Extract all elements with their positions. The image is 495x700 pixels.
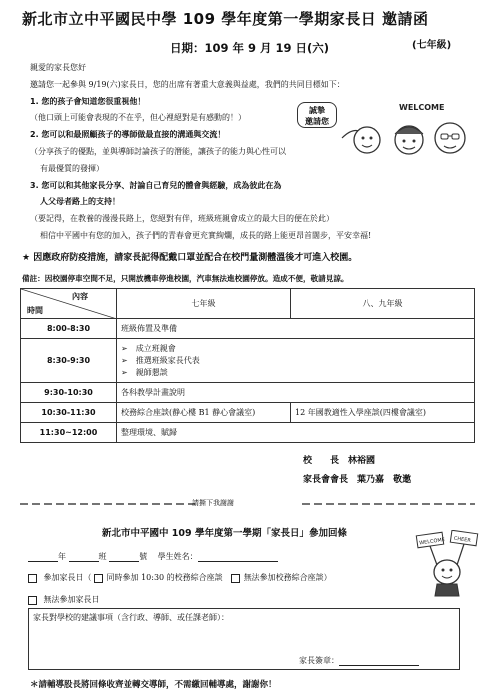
agenda-item-text: 推選班級家長代表 [135,355,200,365]
cut-line [20,498,475,510]
parent-signature-row [299,655,419,666]
reply-footer-note: ＊請輔導股長將回條收齊並轉交導師，不需繳回輔導處，謝謝你！ [30,680,277,690]
no-forum-checkbox[interactable] [231,574,240,583]
parking-note: 備註：因校園停車空間不足，只開放機車停進校園，汽車無法進校園停放。造成不便，敬請見諒。 [22,274,349,283]
attend-option-row [28,572,332,583]
goal-1-desc: （他口頭上可能會表現的不在乎，但心裡絕對是有感動的！） [30,113,246,122]
grade89-activity-cell: 12 年國教適性入學座談(四樓會議室) [291,403,475,423]
principal-signature [303,456,375,467]
closing-word: 敬邀 [393,475,412,485]
absent-label: 無法參加家長日 [43,595,100,604]
goal-1-title: 1. 您的孩子會知道您很重視他！ [30,97,146,106]
event-date: 日期：109 年 9 月 19 日(六) [170,41,330,55]
activity-cell: 各科教學計畫說明 [117,383,475,403]
time-cell: 8:00-8:30 [21,319,117,339]
student-name-field[interactable] [198,553,278,562]
corner-content-label: 內容 [72,292,88,301]
committee-title: 家長會會長 [303,475,349,485]
grade-label: (七年級) [412,40,452,51]
grade7-activity-cell: 校務綜合座談(静心樓 B1 静心會議室) [117,403,291,423]
student-info-row [28,551,278,562]
goal-2-title: 2. 您可以和最照顧孩子的導師做最直接的溝通與交流！ [30,130,226,139]
agenda-item-text: 成立班親會 [135,343,176,353]
page-title: 新北市立中平國民中學 109 學年度第一學期家長日 邀請函 [22,10,429,28]
absent-checkbox[interactable] [28,596,37,605]
activity-cell: 整理環境、賦歸 [117,423,475,443]
corner-time-label: 時間 [27,306,43,315]
no-forum-label: 無法參加校務綜合座談） [243,573,332,582]
committee-name: 葉乃嘉 [357,475,385,485]
invite-speech-bubble [297,102,337,128]
greeting: 親愛的家長您好 [30,63,86,72]
bubble-line-1: 誠摯 [309,106,325,115]
schedule-row [21,383,475,403]
suggestion-box[interactable] [28,608,460,670]
family-welcome-illustration [337,98,487,158]
goal-2-desc-1: （分享孩子的優點，並與導師討論孩子的潛能，讓孩子的能力與心性可以 [30,147,286,156]
schedule-row [21,339,475,383]
principal-title: 校 長 [303,456,340,466]
class-label: 班 [98,552,107,561]
year-field[interactable] [28,553,58,562]
goal-3-title-2: 人父母者路上的支持！ [40,197,120,206]
student-name-label: 學生姓名： [157,552,198,561]
parent-signature-field[interactable] [339,657,419,666]
time-cell: 8:30-9:30 [21,339,117,383]
attend-label: 參加家長日（ [43,573,92,582]
schedule-row [21,403,475,423]
cheering-mascot-illustration [415,530,480,600]
schedule-corner-cell [21,289,117,319]
number-label: 號 [139,552,148,561]
activity-cell [117,339,475,383]
suggestion-label: 家長對學校的建議事項（含行政、導師、或任課老師）： [33,613,229,622]
number-field[interactable] [109,553,139,562]
committee-signature [303,475,411,486]
time-cell: 11:30~12:00 [21,423,117,443]
year-label: 年 [58,552,66,561]
epidemic-notice: ★ 因應政府防疫措施，請家長記得配戴口罩並配合在校門量測體溫後才可進入校園。 [22,253,358,263]
agenda-item-text: 親師懇談 [135,367,168,377]
schedule-table [20,288,475,443]
activity-cell: 班級佈置及準備 [117,319,475,339]
absent-option-row [28,594,100,605]
goal-2-desc-2: 有最優質的發揮） [40,164,104,173]
intro-text: 邀請您一起參與 9/19(六)家長日，您的出席有著重大意義與益處，我們的共同目標如下： [30,80,345,89]
schedule-row [21,319,475,339]
goal-3-desc-1: （要記得，在教養的漫漫長路上，您絕對有伴，班級班親會成立的最大目的便在於此） [30,214,334,223]
welcome-banner-text: WELCOME [399,103,445,112]
schedule-row [21,423,475,443]
join-forum-checkbox[interactable] [94,574,103,583]
agenda-item: ➢ 親師懇談 [121,367,168,377]
reply-title: 新北市中平國中 109 學年度第一學期「家長日」參加回條 [102,528,347,539]
goal-3-title-1: 3. 您可以和其他家長分享、討論自己育兒的體會與經驗，成為彼此在為 [30,181,282,190]
bubble-line-2: 邀請您 [305,117,329,126]
agenda-item: ➢ 成立班親會 [121,343,176,353]
mascot-sign-2: CHEER [453,535,472,544]
time-cell: 9:30-10:30 [21,383,117,403]
cut-line-label: 請撕下我謝謝 [192,499,234,507]
class-field[interactable] [69,553,99,562]
grade7-header: 七年級 [117,289,291,319]
principal-name: 林裕國 [348,456,376,466]
parent-signature-label: 家長簽章： [299,656,339,665]
goal-3-desc-2: 相信中平國中有您的加入，孩子們的青春會更充實絢爛，成長的路上能更昂首闊步，平安幸福! [40,231,372,240]
grade89-header: 八、九年級 [291,289,475,319]
join-forum-label: 同時參加 10:30 的校務綜合座談 [106,573,223,582]
mascot-sign-1: WELCOME [418,536,446,547]
attend-checkbox[interactable] [28,574,37,583]
time-cell: 10:30-11:30 [21,403,117,423]
schedule-header-row [21,289,475,319]
agenda-item: ➢ 推選班級家長代表 [121,355,200,365]
